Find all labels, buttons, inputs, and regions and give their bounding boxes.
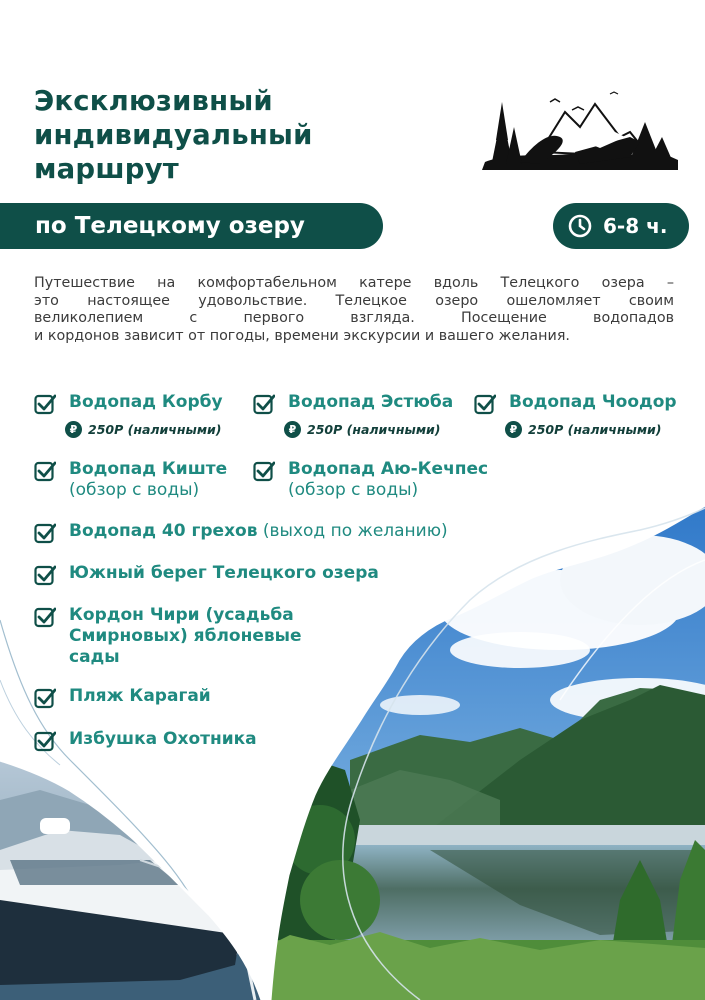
intro-line: это настоящее удовольствие. Телецкое озеро ошеломляет своим bbox=[34, 292, 674, 309]
price-text: 250Р (наличными) bbox=[528, 422, 662, 437]
item-label: Водопад 40 грехов (выход по желанию) bbox=[69, 521, 448, 541]
checkbox-checked-icon bbox=[474, 393, 496, 415]
checkbox-checked-icon bbox=[34, 687, 56, 709]
item-label: Водопад Аю-Кечпес (обзор с воды) bbox=[288, 459, 489, 500]
ruble-icon: ₽ bbox=[505, 421, 522, 438]
price-text: 250Р (наличными) bbox=[88, 422, 222, 437]
ruble-icon: ₽ bbox=[284, 421, 301, 438]
title-line: маршрут bbox=[34, 153, 179, 185]
checkbox-checked-icon bbox=[34, 564, 56, 586]
clock-icon bbox=[567, 213, 593, 239]
checkbox-checked-icon bbox=[253, 393, 275, 415]
boat-landscape-logo bbox=[480, 82, 680, 174]
intro-line: великолепием с первого взгляда. Посещение водопадов bbox=[34, 310, 674, 326]
title-line: индивидуальный bbox=[34, 119, 313, 151]
checkbox-checked-icon bbox=[34, 460, 56, 482]
intro-line: и кордонов зависит от погоды, времени экскурсии и вашего желания. bbox=[34, 327, 570, 344]
checkbox-checked-icon bbox=[34, 730, 56, 752]
item-label: Пляж Карагай bbox=[69, 686, 211, 706]
price-text: 250Р (наличными) bbox=[307, 422, 441, 437]
price-tag bbox=[284, 421, 441, 438]
item-label: Избушка Охотника bbox=[69, 729, 257, 749]
page-title bbox=[34, 84, 313, 186]
item-label: Водопад Корбу bbox=[69, 392, 223, 412]
checkbox-checked-icon bbox=[253, 460, 275, 482]
item-label: Южный берег Телецкого озера bbox=[69, 563, 379, 583]
item-label: Водопад Киште (обзор с воды) bbox=[69, 459, 228, 500]
ruble-icon: ₽ bbox=[65, 421, 82, 438]
duration-text: 6-8 ч. bbox=[603, 214, 668, 238]
item-label: Кордон Чири (усадьба Смирновых) яблоневые сады bbox=[69, 605, 302, 667]
price-tag bbox=[505, 421, 662, 438]
intro-line: Путешествие на комфортабельном катере вдоль Телецкого озера – bbox=[34, 275, 674, 291]
checkbox-checked-icon bbox=[34, 393, 56, 415]
item-label: Водопад Чоодор bbox=[509, 392, 677, 412]
duration-badge bbox=[553, 203, 689, 249]
checkbox-checked-icon bbox=[34, 522, 56, 544]
item-label: Водопад Эстюба bbox=[288, 392, 454, 412]
title-line: Эксклюзивный bbox=[34, 85, 273, 117]
price-tag bbox=[65, 421, 222, 438]
route-banner bbox=[0, 203, 383, 249]
banner-text: по Телецкому озеру bbox=[35, 213, 305, 239]
checkbox-checked-icon bbox=[34, 606, 56, 628]
intro-paragraph bbox=[34, 275, 674, 345]
